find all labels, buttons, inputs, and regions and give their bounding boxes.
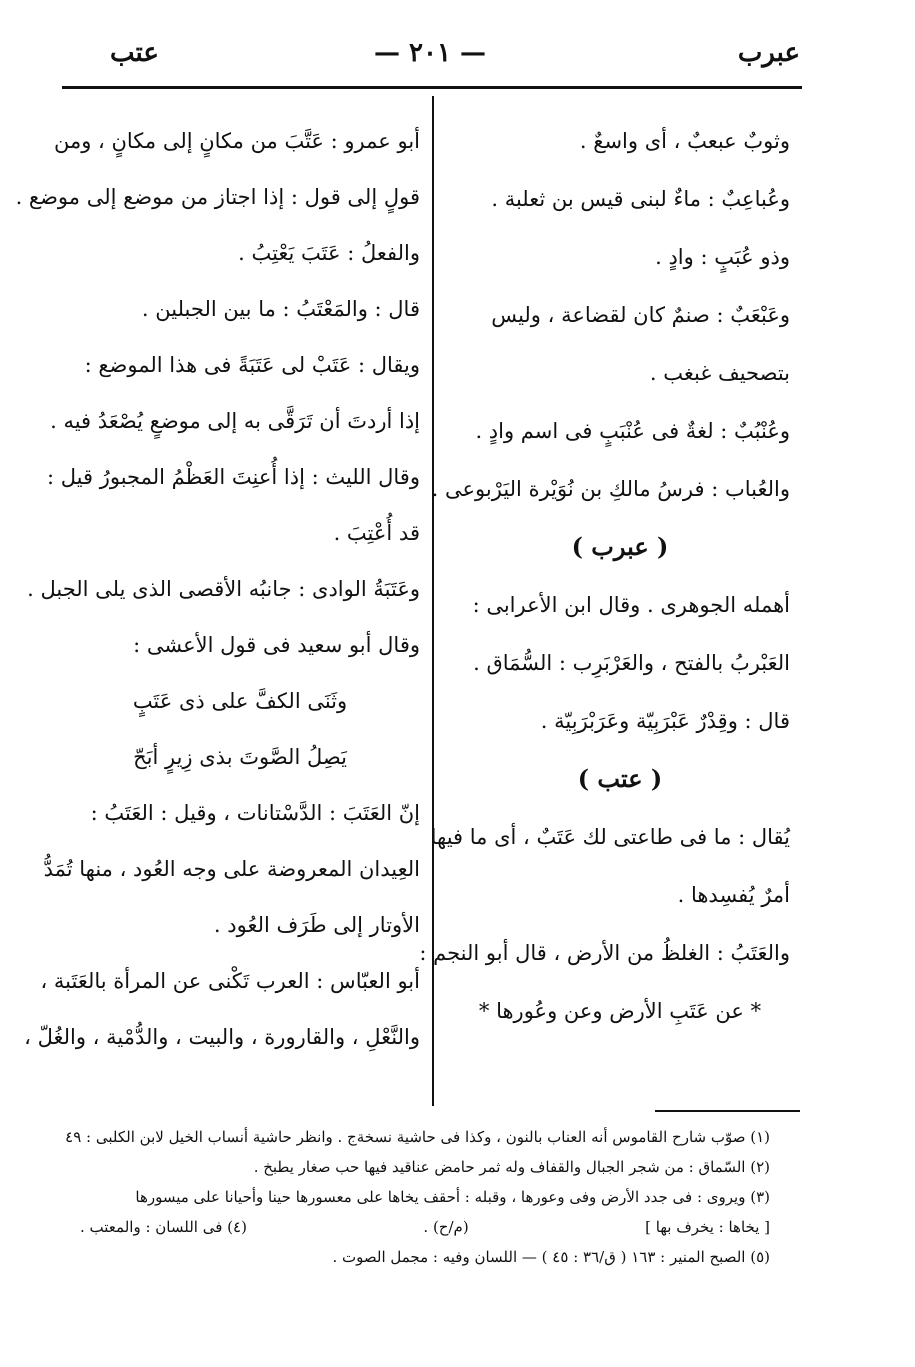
footnotes	[65, 1122, 770, 1272]
entry-heading-abrab: ( عبرب )	[571, 532, 669, 561]
text-line: العَبْربُ بالفتح ، والعَرْبَرِب : السُّمَاق .	[473, 651, 790, 675]
verse-line: * عن عَتَبِ الأرض وعن وعُورها *	[478, 999, 762, 1023]
text-line: إذا أردتَ أن تَرَقَّى به إلى موضعٍ يُصْعَدُ فيه .	[50, 409, 420, 433]
text-line: أبو عمرو : عَتَّبَ من مكانٍ إلى مكانٍ ، ومن	[53, 129, 420, 153]
page-number: — ٢٠١ —	[373, 38, 487, 68]
text-line: وعُباعِبٌ : ماءٌ لبنى قيس بن ثعلبة .	[491, 187, 790, 211]
header-rule	[62, 86, 802, 89]
footnote-3: (٣) ويروى : فى جدد الأرض وفى وعورها ، وقبله : أحقف يخاها على معسورها حينا وأحيانا على ميسورها	[135, 1188, 770, 1206]
footnote-5: (٥) الصبح المنير : ١٦٣ ( ق/٣٦ : ٤٥ ) — اللسان وفيه : مجمل الصوت .	[332, 1248, 770, 1266]
text-line: وذو عُبَبٍ : وادٍ .	[655, 245, 790, 269]
text-line: والعَتَبُ : الغلظُ من الأرض ، قال أبو النجم :	[419, 941, 790, 965]
text-line: وعَبْعَبٌ : صنمٌ كان لقضاعة ، وليس	[491, 303, 790, 327]
text-line: وعَتَبَةُ الوادى : جانبُه الأقصى الذى يلى الجبل .	[27, 577, 420, 601]
footnote-3-gloss: [ يخاها : يخرف بها ]	[645, 1218, 770, 1236]
right-column	[419, 112, 790, 1040]
text-line: وقال الليث : إذا أُعنِتَ العَظْمُ المجبورُ قيل :	[47, 465, 420, 489]
text-line: قال : والمَعْتَبُ : ما بين الجبلين .	[141, 297, 420, 321]
text-line: قد أُعْتِبَ .	[333, 521, 420, 545]
text-line: أمرٌ يُفسِدها .	[677, 883, 790, 907]
entry-heading-atab: ( عتب )	[577, 764, 663, 793]
verse-line: يَصِلُ الصَّوتَ بذى زِيرٍ أبَحّ	[133, 745, 347, 769]
header-root-right: عبرب	[737, 38, 800, 68]
footnote-1: (١) صوّب شارح القاموس أنه العناب بالنون ، وكذا فى حاشية نسخةج . وانظر حاشية أنساب الخيل لابن الكلبى : ٤٩	[65, 1128, 770, 1146]
text-line: وقال أبو سعيد فى قول الأعشى :	[133, 633, 420, 657]
text-line: وثوبٌ عبعبٌ ، أى واسعٌ .	[579, 129, 790, 153]
text-line: الأوتار إلى طَرَف العُود .	[213, 913, 420, 937]
footnote-3-source: (م/ح) .	[423, 1218, 469, 1236]
text-line: والفعلُ : عَتَبَ يَعْتِبُ .	[238, 241, 420, 265]
text-line: قال : وقِدْرٌ عَبْرَبِيّة وعَرَبْرَبِيّة .	[540, 709, 790, 733]
text-line: قولٍ إلى قول : إذا اجتاز من موضع إلى موضع .	[15, 185, 420, 209]
footnote-3-4-line	[80, 1212, 770, 1242]
running-header	[60, 38, 800, 78]
text-line: أهمله الجوهرى . وقال ابن الأعرابى :	[472, 593, 790, 617]
footnote-rule	[655, 1110, 800, 1112]
text-line: يُقال : ما فى طاعتى لك عَتَبٌ ، أى ما فيها	[430, 825, 790, 849]
text-line: ويقال : عَتَبْ لى عَتَبَةً فى هذا الموضع :	[84, 353, 420, 377]
text-line: والعُباب : فرسُ مالكِ بن نُوَيْرة اليَرْبوعى .	[431, 477, 790, 501]
header-root-left: عتب	[110, 38, 159, 68]
text-line: والنَّعْلِ ، والقارورة ، والبيت ، والدُّمْية ، والغُلّ ،	[24, 1025, 420, 1049]
text-line: العِيدان المعروضة على وجه العُود ، منها تُمَدُّ	[43, 857, 420, 881]
left-column	[15, 112, 420, 1064]
text-line: وعُنْبُبٌ : لغةٌ فى عُنْبَبٍ فى اسم وادٍ .	[475, 419, 790, 443]
footnote-2: (٢) السّماق : من شجر الجبال والقفاف وله ثمر حامض عناقيد فيها حب صغار يطبخ .	[253, 1158, 770, 1176]
footnote-4: (٤) فى اللسان : والمعتب .	[80, 1218, 247, 1236]
text-line: بتصحيف غبغب .	[649, 361, 790, 385]
text-line: إنّ العَتَبَ : الدَّسْتانات ، وقيل : العَتَبُ :	[90, 801, 420, 825]
text-line: أبو العبّاس : العرب تَكْنى عن المرأة بالعَتَبة ،	[40, 969, 420, 993]
verse-line: وثَنَى الكفَّ على ذى عَتَبٍ	[132, 689, 348, 713]
